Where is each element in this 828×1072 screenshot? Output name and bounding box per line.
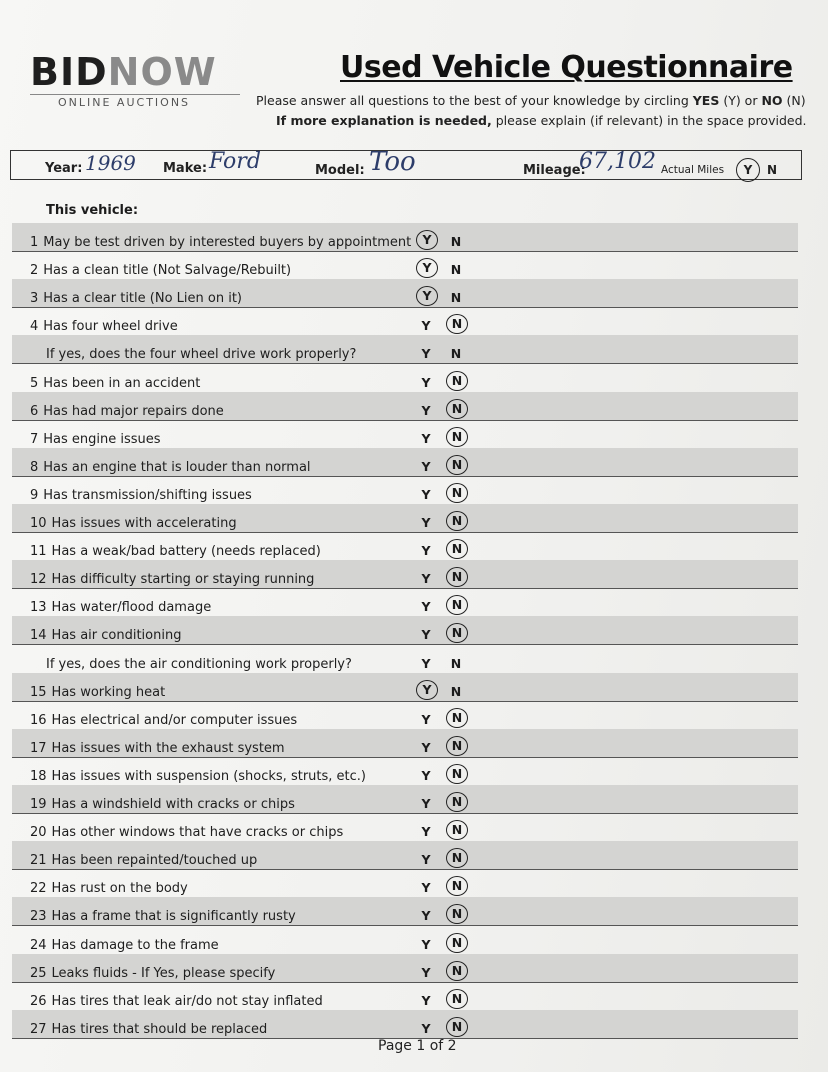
question-label: Has a clear title (No Lien on it)	[43, 291, 242, 307]
logo-now: NOW	[107, 50, 217, 94]
question-label: Has a clean title (Not Salvage/Rebuilt)	[43, 263, 292, 279]
question-number: 18	[30, 768, 47, 784]
instr1-post: (N)	[782, 93, 806, 108]
question-text	[30, 881, 188, 896]
answer-yes[interactable]: Y	[421, 824, 431, 840]
question-number: 23	[30, 909, 47, 925]
question-number: 24	[30, 937, 47, 953]
question-number: 16	[30, 712, 47, 728]
question-number: 4	[30, 319, 39, 335]
question-text	[30, 994, 323, 1009]
answer-no[interactable]: N	[446, 1017, 468, 1037]
actual-miles-no[interactable]: N	[767, 163, 778, 177]
question-row	[12, 645, 798, 674]
question-row	[12, 335, 798, 364]
answer-no[interactable]: N	[446, 427, 468, 447]
question-text	[30, 235, 411, 250]
question-label: Has tires that leak air/do not stay inflated	[51, 993, 323, 1009]
answer-no[interactable]: N	[450, 290, 462, 306]
question-number: 1	[30, 235, 39, 250]
mileage-label: Mileage:	[523, 163, 586, 178]
question-label: Has other windows that have cracks or chips	[51, 825, 344, 841]
answer-no[interactable]: N	[446, 792, 468, 812]
question-number: 9	[30, 487, 39, 503]
answer-no[interactable]: N	[446, 595, 468, 615]
answer-no[interactable]: N	[446, 623, 468, 643]
question-row	[12, 701, 798, 730]
question-number: 8	[30, 459, 39, 475]
question-label: Has a weak/bad battery (needs replaced)	[51, 544, 321, 560]
question-number: 7	[30, 431, 39, 447]
question-label: Has transmission/shifting issues	[43, 487, 252, 503]
question-number: 19	[30, 797, 47, 812]
answer-no[interactable]: N	[446, 876, 468, 896]
answer-no[interactable]: N	[446, 483, 468, 503]
make-field[interactable]: Ford	[209, 149, 261, 174]
answer-yes[interactable]: Y	[421, 430, 431, 446]
question-text	[30, 797, 295, 812]
question-text	[30, 853, 257, 868]
question-number: 25	[30, 965, 47, 981]
question-row	[12, 223, 798, 252]
question-text	[30, 460, 311, 475]
year-label: Year:	[45, 161, 83, 176]
mileage-field[interactable]: 67,102	[579, 149, 656, 174]
question-number: 17	[30, 740, 47, 756]
page-title: Used Vehicle Questionnaire	[340, 50, 793, 85]
answer-no[interactable]: N	[446, 933, 468, 953]
answer-yes[interactable]: Y	[421, 936, 431, 952]
answer-yes[interactable]: Y	[421, 346, 431, 362]
question-number: 14	[30, 628, 47, 644]
answer-no[interactable]: N	[446, 764, 468, 784]
question-number: 2	[30, 263, 39, 279]
instr1-no: NO	[761, 93, 783, 108]
question-text	[46, 657, 352, 672]
question-text	[30, 488, 252, 503]
question-row	[12, 813, 798, 842]
question-number: 3	[30, 291, 39, 307]
question-label: Has been repainted/touched up	[51, 853, 258, 869]
question-row	[12, 729, 798, 758]
question-number: 12	[30, 572, 47, 588]
answer-yes[interactable]: Y	[416, 286, 438, 306]
answer-no[interactable]: N	[446, 848, 468, 868]
question-text	[30, 432, 161, 447]
question-row	[12, 926, 798, 955]
question-text	[30, 825, 343, 840]
answer-yes[interactable]: Y	[421, 711, 431, 727]
logo-bid: BID	[30, 50, 108, 94]
question-label: If yes, does the air conditioning work properly?	[46, 656, 352, 672]
answer-no[interactable]: N	[450, 655, 462, 671]
question-text	[30, 713, 297, 728]
question-text	[30, 404, 224, 419]
answer-no[interactable]: N	[446, 989, 468, 1009]
question-row	[12, 251, 798, 280]
question-row	[12, 897, 798, 926]
answer-yes[interactable]: Y	[421, 767, 431, 783]
answer-no[interactable]: N	[446, 961, 468, 981]
question-label: Leaks fluids - If Yes, please specify	[51, 965, 276, 981]
question-text	[30, 319, 178, 334]
question-label: Has a frame that is significantly rusty	[51, 909, 296, 925]
question-label: Has been in an accident	[43, 375, 201, 391]
instr2-rest: please explain (if relevant) in the space provided.	[491, 113, 807, 128]
answer-no[interactable]: N	[446, 539, 468, 559]
answer-no[interactable]: N	[446, 820, 468, 840]
question-number: 20	[30, 825, 47, 841]
answer-yes[interactable]: Y	[421, 515, 431, 530]
answer-yes[interactable]: Y	[421, 458, 431, 474]
question-row	[12, 476, 798, 505]
question-label: Has engine issues	[43, 431, 161, 447]
answer-yes[interactable]: Y	[421, 1020, 431, 1036]
answer-no[interactable]: N	[446, 736, 468, 756]
question-label: Has air conditioning	[51, 628, 182, 644]
question-row	[12, 588, 798, 617]
make-label: Make:	[163, 161, 208, 176]
question-text	[30, 685, 165, 700]
question-number: 27	[30, 1021, 47, 1037]
question-text	[30, 376, 200, 391]
instr1-yes: YES	[692, 93, 720, 108]
answer-yes[interactable]: Y	[421, 739, 431, 755]
answer-no[interactable]: N	[446, 455, 468, 475]
question-text	[30, 263, 291, 278]
question-row	[12, 307, 798, 336]
instr1-pre: Please answer all questions to the best of your knowledge by circling	[256, 93, 693, 108]
question-text	[30, 516, 237, 531]
question-label: Has difficulty starting or staying running	[51, 572, 315, 588]
question-row	[12, 785, 798, 814]
question-row	[12, 673, 798, 702]
question-label: Has damage to the frame	[51, 937, 219, 953]
answer-yes[interactable]: Y	[416, 258, 438, 278]
instr2-bold: If more explanation is needed,	[276, 113, 492, 128]
actual-miles-label: Actual Miles	[661, 164, 725, 176]
answer-yes[interactable]: Y	[421, 655, 431, 671]
answer-yes[interactable]: Y	[421, 486, 431, 502]
question-label: Has issues with accelerating	[51, 516, 237, 531]
year-field[interactable]: 1969	[85, 151, 136, 175]
question-text	[30, 769, 366, 784]
answer-yes[interactable]: Y	[421, 908, 431, 924]
question-label: If yes, does the four wheel drive work properly?	[46, 347, 357, 363]
question-row	[12, 504, 798, 533]
question-text	[30, 909, 296, 924]
answer-yes[interactable]: Y	[421, 543, 431, 559]
answer-no[interactable]: N	[450, 683, 462, 699]
question-label: Has had major repairs done	[43, 403, 224, 419]
model-label: Model:	[315, 163, 365, 178]
question-label: Has water/flood damage	[51, 600, 212, 616]
question-row	[12, 392, 798, 421]
question-row	[12, 560, 798, 589]
logo-tagline: ONLINE AUCTIONS	[58, 96, 191, 109]
question-number: 13	[30, 600, 47, 616]
answer-yes[interactable]: Y	[421, 318, 431, 334]
answer-yes[interactable]: Y	[421, 599, 431, 615]
model-field[interactable]: Too	[369, 147, 416, 177]
question-row	[12, 420, 798, 449]
answer-yes[interactable]: Y	[421, 627, 431, 643]
question-row	[12, 1010, 798, 1039]
question-row	[12, 982, 798, 1011]
answer-yes[interactable]: Y	[416, 230, 438, 250]
question-row	[12, 869, 798, 898]
answer-no[interactable]: N	[446, 567, 468, 587]
question-text	[46, 347, 356, 362]
question-label: May be test driven by interested buyers by appointment	[43, 235, 412, 250]
answer-no[interactable]: N	[446, 399, 468, 419]
answer-yes[interactable]: Y	[421, 796, 431, 811]
section-label: This vehicle:	[46, 203, 139, 218]
question-text	[30, 291, 242, 306]
answer-yes[interactable]: Y	[416, 680, 438, 700]
question-label: Has four wheel drive	[43, 319, 178, 335]
question-number: 15	[30, 684, 47, 700]
question-text	[30, 600, 211, 615]
question-number: 5	[30, 375, 39, 391]
answer-no[interactable]: N	[450, 262, 462, 278]
answer-yes[interactable]: Y	[421, 992, 431, 1008]
question-label: Has issues with suspension (shocks, struts, etc.)	[51, 768, 366, 784]
question-label: Has rust on the body	[51, 881, 188, 897]
actual-miles-yes[interactable]: Y	[736, 158, 760, 182]
question-text	[30, 572, 314, 587]
question-text	[30, 1022, 267, 1037]
question-number: 11	[30, 544, 47, 560]
answer-no[interactable]: N	[446, 708, 468, 728]
question-number: 6	[30, 403, 39, 419]
question-row	[12, 279, 798, 308]
question-row	[12, 532, 798, 561]
question-row	[12, 616, 798, 645]
answer-yes[interactable]: Y	[421, 402, 431, 418]
answer-no[interactable]: N	[450, 346, 462, 362]
question-label: Has working heat	[51, 684, 166, 700]
question-label: Has tires that should be replaced	[51, 1021, 268, 1037]
answer-no[interactable]: N	[450, 234, 462, 249]
question-row	[12, 364, 798, 393]
question-label: Has issues with the exhaust system	[51, 740, 285, 756]
page-number: Page 1 of 2	[378, 1038, 457, 1054]
question-number: 22	[30, 881, 47, 897]
question-text	[30, 741, 285, 756]
question-row	[12, 954, 798, 983]
question-row	[12, 448, 798, 477]
question-number: 10	[30, 516, 47, 531]
answer-no[interactable]: N	[446, 371, 468, 391]
question-label: Has an engine that is louder than normal	[43, 459, 311, 475]
question-text	[30, 628, 181, 643]
answer-yes[interactable]: Y	[421, 880, 431, 896]
answer-no[interactable]: N	[446, 904, 468, 924]
answer-yes[interactable]: Y	[421, 852, 431, 868]
question-label: Has electrical and/or computer issues	[51, 712, 298, 728]
answer-no[interactable]: N	[446, 314, 468, 334]
answer-yes[interactable]: Y	[421, 374, 431, 390]
question-text	[30, 966, 275, 981]
question-text	[30, 544, 321, 559]
question-number: 21	[30, 853, 47, 869]
question-label: Has a windshield with cracks or chips	[51, 797, 295, 812]
question-number: 26	[30, 993, 47, 1009]
question-row	[12, 757, 798, 786]
answer-yes[interactable]: Y	[421, 964, 431, 980]
question-row	[12, 841, 798, 870]
instr1-mid: (Y) or	[719, 93, 762, 108]
answer-no[interactable]: N	[446, 511, 468, 531]
question-text	[30, 938, 219, 953]
answer-yes[interactable]: Y	[421, 571, 431, 587]
